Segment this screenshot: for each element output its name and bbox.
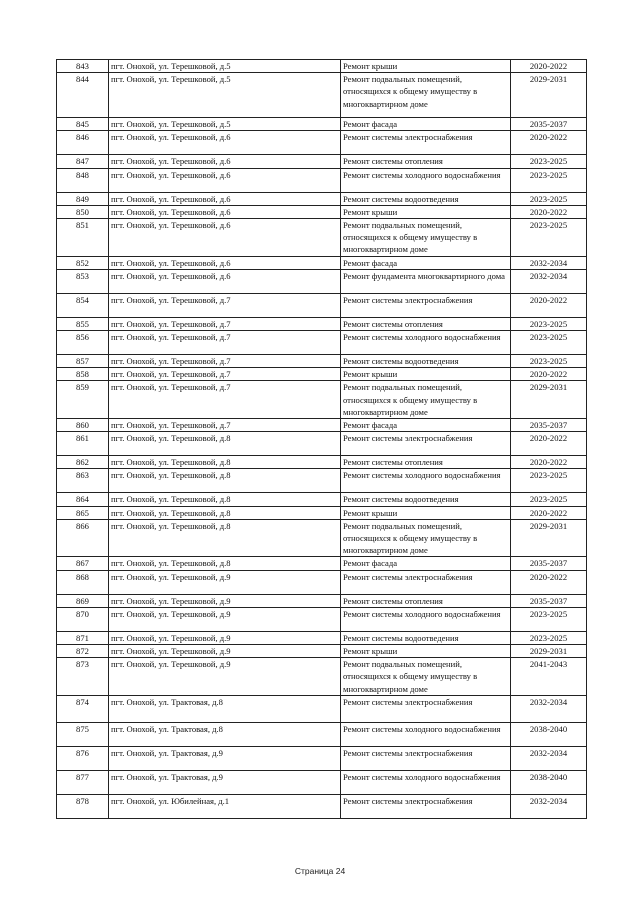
address-cell: пгт. Онохой, ул. Терешковой, д.9 bbox=[109, 658, 341, 696]
work-type-cell: Ремонт крыши bbox=[341, 645, 511, 658]
work-type-cell: Ремонт системы холодного водоснабжения bbox=[341, 168, 511, 192]
address-cell: пгт. Онохой, ул. Терешковой, д.7 bbox=[109, 317, 341, 330]
table-row bbox=[57, 219, 587, 257]
work-type-cell: Ремонт системы водоотведения bbox=[341, 631, 511, 644]
address-cell: пгт. Онохой, ул. Терешковой, д.9 bbox=[109, 570, 341, 594]
years-cell: 2023-2025 bbox=[511, 155, 587, 168]
table-row bbox=[57, 317, 587, 330]
work-type-cell: Ремонт системы отопления bbox=[341, 456, 511, 469]
years-cell: 2038-2040 bbox=[511, 770, 587, 794]
work-type-cell: Ремонт подвальных помещений, относящихся к общему имуществу в многоквартирном доме bbox=[341, 658, 511, 696]
row-number-cell: 848 bbox=[57, 168, 109, 192]
row-number-cell: 867 bbox=[57, 557, 109, 570]
years-cell: 2029-2031 bbox=[511, 381, 587, 419]
address-cell: пгт. Онохой, ул. Трактовая, д.8 bbox=[109, 695, 341, 722]
table-row bbox=[57, 168, 587, 192]
table-row bbox=[57, 557, 587, 570]
work-type-cell: Ремонт системы холодного водоснабжения bbox=[341, 770, 511, 794]
page-number: Страница 24 bbox=[294, 866, 346, 876]
years-cell: 2032-2034 bbox=[511, 746, 587, 770]
years-cell: 2023-2025 bbox=[511, 317, 587, 330]
row-number-cell: 863 bbox=[57, 469, 109, 493]
table-row bbox=[57, 570, 587, 594]
row-number-cell: 843 bbox=[57, 60, 109, 73]
address-cell: пгт. Онохой, ул. Терешковой, д.8 bbox=[109, 506, 341, 519]
row-number-cell: 874 bbox=[57, 695, 109, 722]
table-row bbox=[57, 419, 587, 432]
table-row bbox=[57, 269, 587, 293]
years-cell: 2032-2034 bbox=[511, 695, 587, 722]
address-cell: пгт. Онохой, ул. Терешковой, д.7 bbox=[109, 381, 341, 419]
work-type-cell: Ремонт крыши bbox=[341, 368, 511, 381]
table-row bbox=[57, 493, 587, 506]
row-number-cell: 844 bbox=[57, 73, 109, 118]
work-type-cell: Ремонт подвальных помещений, относящихся к общему имуществу в многоквартирном доме bbox=[341, 381, 511, 419]
table-row bbox=[57, 73, 587, 118]
row-number-cell: 865 bbox=[57, 506, 109, 519]
row-number-cell: 857 bbox=[57, 355, 109, 368]
work-type-cell: Ремонт системы холодного водоснабжения bbox=[341, 469, 511, 493]
table-row bbox=[57, 631, 587, 644]
work-type-cell: Ремонт системы электроснабжения bbox=[341, 695, 511, 722]
years-cell: 2032-2034 bbox=[511, 256, 587, 269]
address-cell: пгт. Онохой, ул. Юбилейная, д.1 bbox=[109, 794, 341, 818]
years-cell: 2020-2022 bbox=[511, 293, 587, 317]
years-cell: 2023-2025 bbox=[511, 168, 587, 192]
work-type-cell: Ремонт крыши bbox=[341, 205, 511, 218]
work-type-cell: Ремонт системы водоотведения bbox=[341, 493, 511, 506]
work-type-cell: Ремонт крыши bbox=[341, 60, 511, 73]
address-cell: пгт. Онохой, ул. Терешковой, д.6 bbox=[109, 205, 341, 218]
address-cell: пгт. Онохой, ул. Терешковой, д.8 bbox=[109, 469, 341, 493]
work-type-cell: Ремонт системы водоотведения bbox=[341, 355, 511, 368]
row-number-cell: 862 bbox=[57, 456, 109, 469]
table-row bbox=[57, 594, 587, 607]
years-cell: 2023-2025 bbox=[511, 219, 587, 257]
table-row bbox=[57, 722, 587, 746]
work-type-cell: Ремонт системы электроснабжения bbox=[341, 570, 511, 594]
years-cell: 2029-2031 bbox=[511, 519, 587, 557]
address-cell: пгт. Онохой, ул. Терешковой, д.7 bbox=[109, 368, 341, 381]
years-cell: 2032-2034 bbox=[511, 794, 587, 818]
repair-schedule-table bbox=[56, 59, 587, 819]
table-body bbox=[57, 60, 587, 819]
years-cell: 2020-2022 bbox=[511, 456, 587, 469]
years-cell: 2020-2022 bbox=[511, 506, 587, 519]
years-cell: 2035-2037 bbox=[511, 594, 587, 607]
years-cell: 2032-2034 bbox=[511, 269, 587, 293]
table-row bbox=[57, 293, 587, 317]
years-cell: 2020-2022 bbox=[511, 205, 587, 218]
table-row bbox=[57, 658, 587, 696]
address-cell: пгт. Онохой, ул. Трактовая, д.8 bbox=[109, 722, 341, 746]
table-row bbox=[57, 368, 587, 381]
table-row bbox=[57, 355, 587, 368]
work-type-cell: Ремонт системы холодного водоснабжения bbox=[341, 607, 511, 631]
table-row bbox=[57, 131, 587, 155]
years-cell: 2023-2025 bbox=[511, 331, 587, 355]
address-cell: пгт. Онохой, ул. Терешковой, д.5 bbox=[109, 73, 341, 118]
address-cell: пгт. Онохой, ул. Терешковой, д.8 bbox=[109, 519, 341, 557]
work-type-cell: Ремонт подвальных помещений, относящихся к общему имуществу в многоквартирном доме bbox=[341, 519, 511, 557]
address-cell: пгт. Онохой, ул. Трактовая, д.9 bbox=[109, 770, 341, 794]
row-number-cell: 850 bbox=[57, 205, 109, 218]
years-cell: 2020-2022 bbox=[511, 368, 587, 381]
address-cell: пгт. Онохой, ул. Трактовая, д.9 bbox=[109, 746, 341, 770]
row-number-cell: 852 bbox=[57, 256, 109, 269]
work-type-cell: Ремонт крыши bbox=[341, 506, 511, 519]
row-number-cell: 845 bbox=[57, 118, 109, 131]
work-type-cell: Ремонт системы водоотведения bbox=[341, 192, 511, 205]
work-type-cell: Ремонт системы электроснабжения bbox=[341, 293, 511, 317]
row-number-cell: 875 bbox=[57, 722, 109, 746]
row-number-cell: 876 bbox=[57, 746, 109, 770]
years-cell: 2023-2025 bbox=[511, 469, 587, 493]
years-cell: 2035-2037 bbox=[511, 118, 587, 131]
work-type-cell: Ремонт подвальных помещений, относящихся к общему имуществу в многоквартирном доме bbox=[341, 73, 511, 118]
row-number-cell: 846 bbox=[57, 131, 109, 155]
work-type-cell: Ремонт фасада bbox=[341, 557, 511, 570]
row-number-cell: 851 bbox=[57, 219, 109, 257]
table-row bbox=[57, 645, 587, 658]
table-row bbox=[57, 506, 587, 519]
address-cell: пгт. Онохой, ул. Терешковой, д.8 bbox=[109, 456, 341, 469]
row-number-cell: 856 bbox=[57, 331, 109, 355]
row-number-cell: 877 bbox=[57, 770, 109, 794]
work-type-cell: Ремонт фасада bbox=[341, 419, 511, 432]
work-type-cell: Ремонт подвальных помещений, относящихся к общему имуществу в многоквартирном доме bbox=[341, 219, 511, 257]
address-cell: пгт. Онохой, ул. Терешковой, д.8 bbox=[109, 557, 341, 570]
years-cell: 2035-2037 bbox=[511, 419, 587, 432]
work-type-cell: Ремонт фасада bbox=[341, 256, 511, 269]
table-row bbox=[57, 256, 587, 269]
work-type-cell: Ремонт системы электроснабжения bbox=[341, 794, 511, 818]
table-row bbox=[57, 469, 587, 493]
row-number-cell: 853 bbox=[57, 269, 109, 293]
work-type-cell: Ремонт системы электроснабжения bbox=[341, 131, 511, 155]
table-row bbox=[57, 432, 587, 456]
years-cell: 2029-2031 bbox=[511, 73, 587, 118]
years-cell: 2041-2043 bbox=[511, 658, 587, 696]
table-row bbox=[57, 192, 587, 205]
table-row bbox=[57, 60, 587, 73]
row-number-cell: 855 bbox=[57, 317, 109, 330]
row-number-cell: 858 bbox=[57, 368, 109, 381]
work-type-cell: Ремонт системы холодного водоснабжения bbox=[341, 722, 511, 746]
work-type-cell: Ремонт системы отопления bbox=[341, 594, 511, 607]
row-number-cell: 868 bbox=[57, 570, 109, 594]
address-cell: пгт. Онохой, ул. Терешковой, д.7 bbox=[109, 419, 341, 432]
work-type-cell: Ремонт системы холодного водоснабжения bbox=[341, 331, 511, 355]
row-number-cell: 859 bbox=[57, 381, 109, 419]
address-cell: пгт. Онохой, ул. Терешковой, д.6 bbox=[109, 219, 341, 257]
address-cell: пгт. Онохой, ул. Терешковой, д.6 bbox=[109, 131, 341, 155]
row-number-cell: 872 bbox=[57, 645, 109, 658]
address-cell: пгт. Онохой, ул. Терешковой, д.7 bbox=[109, 355, 341, 368]
address-cell: пгт. Онохой, ул. Терешковой, д.8 bbox=[109, 493, 341, 506]
row-number-cell: 861 bbox=[57, 432, 109, 456]
row-number-cell: 864 bbox=[57, 493, 109, 506]
table-row bbox=[57, 519, 587, 557]
work-type-cell: Ремонт системы электроснабжения bbox=[341, 746, 511, 770]
work-type-cell: Ремонт системы электроснабжения bbox=[341, 432, 511, 456]
work-type-cell: Ремонт системы отопления bbox=[341, 317, 511, 330]
work-type-cell: Ремонт фундамента многоквартирного дома bbox=[341, 269, 511, 293]
years-cell: 2029-2031 bbox=[511, 645, 587, 658]
row-number-cell: 869 bbox=[57, 594, 109, 607]
row-number-cell: 870 bbox=[57, 607, 109, 631]
row-number-cell: 854 bbox=[57, 293, 109, 317]
years-cell: 2023-2025 bbox=[511, 493, 587, 506]
table-row bbox=[57, 205, 587, 218]
years-cell: 2023-2025 bbox=[511, 631, 587, 644]
address-cell: пгт. Онохой, ул. Терешковой, д.7 bbox=[109, 331, 341, 355]
work-type-cell: Ремонт фасада bbox=[341, 118, 511, 131]
address-cell: пгт. Онохой, ул. Терешковой, д.5 bbox=[109, 118, 341, 131]
years-cell: 2038-2040 bbox=[511, 722, 587, 746]
address-cell: пгт. Онохой, ул. Терешковой, д.6 bbox=[109, 256, 341, 269]
address-cell: пгт. Онохой, ул. Терешковой, д.6 bbox=[109, 168, 341, 192]
years-cell: 2023-2025 bbox=[511, 355, 587, 368]
years-cell: 2020-2022 bbox=[511, 432, 587, 456]
address-cell: пгт. Онохой, ул. Терешковой, д.8 bbox=[109, 432, 341, 456]
work-type-cell: Ремонт системы отопления bbox=[341, 155, 511, 168]
address-cell: пгт. Онохой, ул. Терешковой, д.5 bbox=[109, 60, 341, 73]
address-cell: пгт. Онохой, ул. Терешковой, д.9 bbox=[109, 607, 341, 631]
row-number-cell: 849 bbox=[57, 192, 109, 205]
table-row bbox=[57, 331, 587, 355]
table-row bbox=[57, 118, 587, 131]
years-cell: 2023-2025 bbox=[511, 607, 587, 631]
row-number-cell: 878 bbox=[57, 794, 109, 818]
table-row bbox=[57, 746, 587, 770]
row-number-cell: 866 bbox=[57, 519, 109, 557]
row-number-cell: 847 bbox=[57, 155, 109, 168]
years-cell: 2035-2037 bbox=[511, 557, 587, 570]
address-cell: пгт. Онохой, ул. Терешковой, д.9 bbox=[109, 594, 341, 607]
years-cell: 2020-2022 bbox=[511, 570, 587, 594]
table-row bbox=[57, 695, 587, 722]
row-number-cell: 860 bbox=[57, 419, 109, 432]
table-row bbox=[57, 155, 587, 168]
row-number-cell: 871 bbox=[57, 631, 109, 644]
address-cell: пгт. Онохой, ул. Терешковой, д.9 bbox=[109, 645, 341, 658]
table-row bbox=[57, 607, 587, 631]
address-cell: пгт. Онохой, ул. Терешковой, д.6 bbox=[109, 269, 341, 293]
address-cell: пгт. Онохой, ул. Терешковой, д.7 bbox=[109, 293, 341, 317]
table-row bbox=[57, 381, 587, 419]
row-number-cell: 873 bbox=[57, 658, 109, 696]
table-row bbox=[57, 456, 587, 469]
table-row bbox=[57, 794, 587, 818]
years-cell: 2023-2025 bbox=[511, 192, 587, 205]
years-cell: 2020-2022 bbox=[511, 131, 587, 155]
table-row bbox=[57, 770, 587, 794]
address-cell: пгт. Онохой, ул. Терешковой, д.9 bbox=[109, 631, 341, 644]
years-cell: 2020-2022 bbox=[511, 60, 587, 73]
address-cell: пгт. Онохой, ул. Терешковой, д.6 bbox=[109, 192, 341, 205]
address-cell: пгт. Онохой, ул. Терешковой, д.6 bbox=[109, 155, 341, 168]
